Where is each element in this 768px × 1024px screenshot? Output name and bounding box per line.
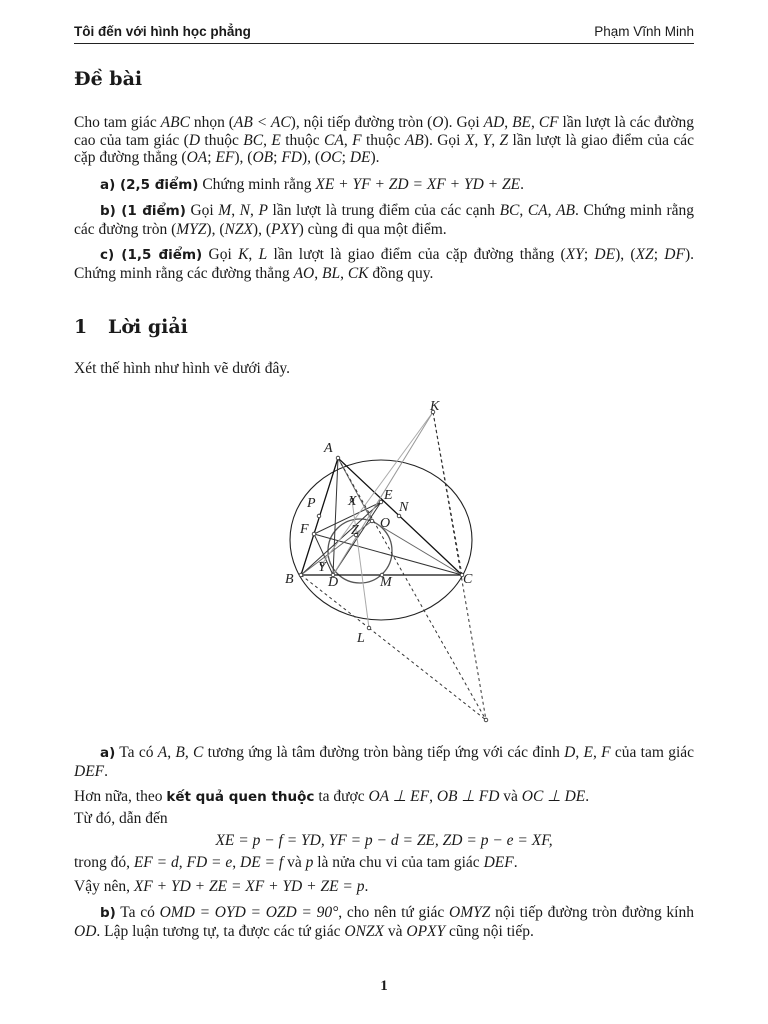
math-run: OMYZ [449,904,491,921]
math-run: XZ [635,246,654,263]
math-run: PXY [271,220,299,238]
math-run: OC ⊥ DE [521,788,586,805]
header-author: Phạm Vĩnh Minh [594,24,694,39]
text-run: ; [273,149,282,166]
text-run: cũng nội tiếp. [445,922,534,940]
text-run: lần lượt là giao điểm của cặp đường thẳng ( [267,246,566,263]
header-rule [74,43,694,44]
text-run: trong đó, [74,854,134,871]
label-m: M [380,575,392,590]
math-run: BE [512,114,532,131]
text-run: , [248,246,259,263]
solution-part-b [74,904,694,940]
text-run: , [575,744,584,761]
text-run: Vậy nên, [74,878,134,895]
math-run: BC [243,131,264,149]
text-run: . [513,854,518,871]
label-c: C [463,572,473,587]
math-run: OMD = OYD = OZD = 90° [159,904,339,921]
problem-intro [74,114,694,167]
math-run: F [352,131,362,149]
solution-leads: Từ đó, dẫn đến [74,810,168,827]
text-run: ). Gọi [443,114,484,131]
math-run: O [432,114,444,131]
text-run: ), nội tiếp đường tròn ( [290,114,433,131]
text-run: ; [341,149,350,166]
math-run: OB ⊥ FD [436,788,500,805]
text-run: lần lượt là giao điểm của các cặp đường thẳng ( [74,131,695,166]
label-f: F [300,522,309,537]
bold-run: kết quả quen thuộc [166,789,315,805]
text-run: , [250,202,259,219]
text-run: ), ( [302,149,321,166]
math-run: XE + YF + ZD = XF + YD + ZE [315,176,521,193]
solution-conclusion [74,878,694,896]
part-c-label: c) (1,5 điểm) [100,247,203,263]
text-run: ), ( [234,149,253,166]
math-run: AB < AC [233,114,291,131]
point-e [379,500,383,504]
label-n: N [399,500,409,515]
text-run: và [283,854,306,871]
solution-further [74,788,694,807]
label-k: K [430,399,440,414]
text-run: thuộc [361,131,405,149]
math-run: X [464,131,475,149]
text-run: ), ( [206,220,225,238]
math-run: DE [349,149,371,166]
solution-where [74,854,694,872]
text-run: , [231,202,240,219]
text-run: , [184,744,193,761]
text-run: , [519,202,528,219]
math-run: p [305,854,314,871]
label-y: Y [318,560,326,575]
math-run: XY [565,246,584,263]
label-d: D [328,575,339,590]
text-run: Chứng minh rằng [198,176,316,193]
math-run: CA [324,131,344,149]
math-run: L [258,246,268,263]
math-run: D [564,744,576,761]
text-run: của tam giác [610,744,695,761]
problem-part-b [74,202,694,238]
math-run: MYZ [176,220,207,238]
text-run: , [343,131,353,149]
text-run: Gọi [202,246,239,263]
text-run: , [531,114,539,131]
point-l [367,626,371,630]
math-run: K [238,246,249,263]
text-run: , [593,744,602,761]
math-run: OD [74,922,97,940]
text-run: ), ( [615,246,636,263]
text-run: lần lượt là trung điểm của các cạnh [267,202,500,219]
text-run: thuộc [280,131,325,149]
text-run: . [520,176,524,193]
math-run: NZX [224,220,253,238]
label-a: A [324,441,333,456]
text-run: Gọi [185,202,219,219]
solution-number: 1 [74,316,88,338]
math-run: CF [538,114,559,131]
math-run: ONZX [344,922,384,940]
line-ao [338,458,372,521]
math-run: DEF [483,854,514,871]
text-run: nhọn ( [189,114,234,131]
solution-equation: XE = p − f = YD, YF = p − d = ZE, ZD = p − e = XF, [215,832,553,849]
text-run: đồng quy. [368,264,434,282]
text-run: ta được [314,788,369,805]
text-run: là nửa chu vi của tam giác [313,854,484,871]
label-x: X [348,494,357,509]
text-run: ) cùng đi qua một điểm. [298,220,447,238]
solution-b-label: b) [100,905,116,921]
math-run: FD [281,149,302,166]
text-run: , [504,114,513,131]
text-run: ). [370,149,380,166]
math-run: P [258,202,268,219]
solution-b-text [74,904,694,940]
text-run: ; [653,246,665,263]
label-p: P [307,496,316,511]
text-run: , [491,131,500,149]
text-run: ). Gọi [423,131,465,149]
text-run: Ta có [115,744,158,761]
text-run: , [429,788,437,805]
point-o [370,519,374,523]
text-run: nội tiếp đường tròn đường kính [490,904,694,921]
math-run: M [218,202,232,219]
text-run: . [585,788,590,805]
math-run: OA [186,149,208,166]
text-run: , [178,854,187,871]
line-a-concurrency [338,458,486,720]
math-run: B [175,744,185,761]
label-e: E [384,488,393,503]
text-run: ). Chứng minh rằng các đường thẳng [74,246,695,282]
text-run: . [104,762,109,780]
text-run: . Lập luận tương tự, ta được các tứ giác [96,922,345,940]
text-run: , [263,131,272,149]
math-run: C [192,744,204,761]
math-run: Z [499,131,509,149]
text-run: . Chứng minh rằng các đường tròn ( [74,202,695,238]
point-b [299,573,303,577]
text-run: ; [207,149,216,166]
altitude-ad [333,458,338,575]
figure-intro: Xét thế hình như hình vẽ dưới đây. [74,360,290,377]
math-run: CA [527,202,548,219]
text-run: , [340,264,348,282]
problem-heading: Đề bài [74,68,143,90]
math-run: EF = d [133,854,179,871]
problem-part-a [74,176,694,195]
math-run: DE [594,246,616,263]
math-run: E [271,131,281,149]
point-a [336,456,340,460]
line-l-concurrency [369,628,486,720]
page-number: 1 [380,978,388,994]
point-f [312,532,316,536]
label-o: O [380,516,391,531]
math-run: OB [252,149,274,166]
text-run: . [364,878,369,895]
part-a-label: a) (2,5 điểm) [100,177,199,193]
point-concurrency [484,718,488,722]
part-a-text [198,176,524,193]
line-xy-to-k [322,412,433,564]
header-title: Tôi đến với hình học phẳng [74,24,251,39]
text-run: , [314,264,322,282]
math-run: D [188,131,201,149]
math-run: OC [320,149,342,166]
math-run: BC [499,202,520,219]
math-run: ABC [160,114,190,131]
math-run: XF + YD + ZE = XF + YD + ZE = p [133,878,365,895]
solution-a-text [74,744,694,780]
math-run: AD [483,114,505,131]
point-p [317,514,321,518]
math-run: AO [293,264,315,282]
text-run: ), ( [252,220,271,238]
math-run: A [157,744,168,761]
label-l: L [357,631,365,646]
solution-part-a [74,744,694,780]
math-run: BL [322,264,341,282]
math-run: OPXY [406,922,446,940]
math-run: Y [482,131,492,149]
math-run: DE = f [240,854,284,871]
label-z: Z [351,523,359,538]
text-run: tương ứng là tâm đường tròn bàng tiếp ứng với các đỉnh [203,744,565,761]
text-run: và [384,922,407,940]
math-run: OA ⊥ EF [368,788,430,805]
problem-part-c [74,246,694,282]
solution-a-label: a) [100,745,116,761]
math-run: N [239,202,251,219]
text-run: Ta có [115,904,160,921]
text-run: , [474,131,483,149]
text-run: Cho tam giác [74,114,161,131]
text-run: ; [583,246,595,263]
text-run: lần lượt là các đường cao của tam giác ( [74,114,695,149]
math-run: E [583,744,593,761]
math-run: DF [664,246,685,263]
text-run: và [499,788,522,805]
math-run: F [601,744,611,761]
math-run: AB [404,131,424,149]
text-run: thuộc [200,131,244,149]
math-run: EF [215,149,235,166]
math-run: FD = e [186,854,233,871]
text-run: Hơn nữa, theo [74,788,167,805]
part-b-label: b) (1 điểm) [100,203,186,219]
text-run: , [232,854,241,871]
geometry-figure [270,392,510,732]
math-run: AB [556,202,576,219]
label-b: B [285,572,294,587]
solution-title: Lời giải [108,316,188,338]
text-run: , [167,744,176,761]
text-run: , cho nên tứ giác [338,904,450,921]
solution-heading [74,316,188,338]
text-run: , [547,202,557,219]
math-run: DEF [74,762,105,780]
math-run: CK [347,264,369,282]
